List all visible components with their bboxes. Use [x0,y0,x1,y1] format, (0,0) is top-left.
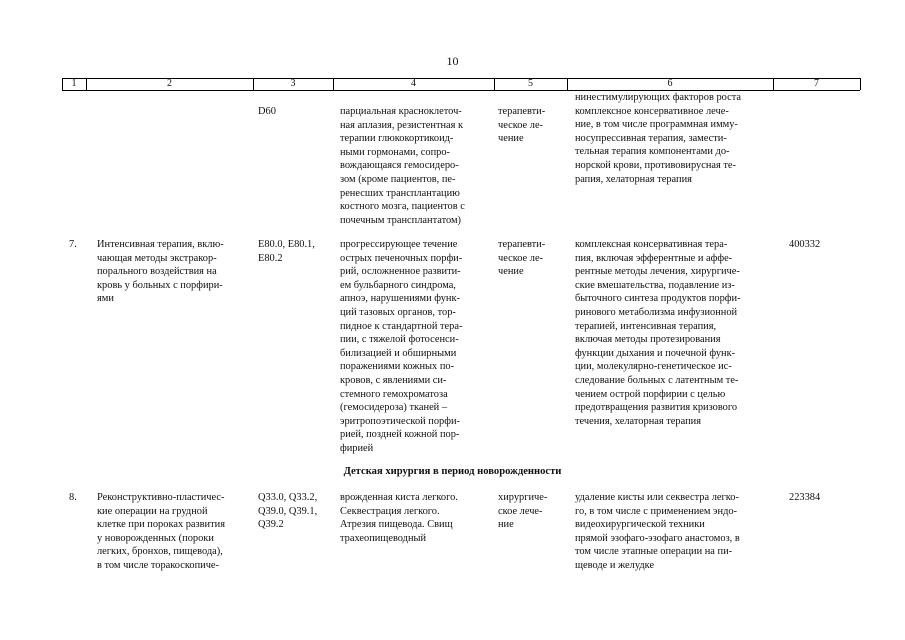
row-continued-codes: D60 [258,106,276,117]
row-8-name: Реконструктивно-пластичес- кие операции на грудной клетке при пороках развития у новорожденных (пороки легких, бронхов, пищевода), в том числе торакоскопиче- [97,492,226,571]
row-continued-diagnosis: парциальная красноклеточ- ная аплазия, резистентная к терапии глюкокортикоид- ными гормонами, сопро- вождающаяся гемосидеро- зом (кроме пациентов, пе- ренесших трансплантацию костного мозга, пациентов с почечным трансплантатом) [340,106,465,226]
section-title: Детская хирургия в период новорожденности [343,466,562,477]
row-8-diagnosis: врожденная киста легкого. Секвестрация легкого. Атрезия пищевода. Свищ трахеопищеводный [340,492,458,544]
row-8-method: удаление кисты или секвестра легко- го, в том числе с применением эндо- видеохирургической техники прямой эзофаго-эзофаго анастомоз, в том числе этапные операции на пи- щеводе и желудке [575,492,740,571]
row-8-cost: 223384 [789,492,821,503]
row-7-number: 7. [69,239,77,250]
row-8-treatment-type: хирургиче- ское лече- ние [498,492,548,531]
row-7-cost: 400332 [789,239,821,250]
row-7-codes: E80.0, E80.1, E80.2 [258,239,315,264]
row-8-codes: Q33.0, Q33.2, Q39.0, Q39.1, Q39.2 [258,492,318,531]
row-8-number: 8. [69,492,77,503]
column-header-6: 6 [667,78,673,89]
column-header-7: 7 [814,78,819,89]
row-7-method: комплексная консервативная тера- пия, включая эфферентные и аффе- рентные методы лечения, хирургиче- ские вмешательства, подавление из- быточного синтеза продуктов порфи- ринового метаболизма инфузионной терапией, интенсивная терапия, включая методы протезирования функции дыхания и почечной функ- ции, молекулярно-генетическое ис- следование больных с латентным те- чением острой порфирии с целью предотвращения развития кризового течения, хелаторная терапия [575,239,741,427]
row-7-diagnosis: прогрессирующее течение острых печеночных порфи- рий, осложненное развити- ем бульбарного синдрома, апноэ, нарушениями функ- ций тазовых органов, тор- пидное к стандартной тера- пии, с тяжелой фотосенси- билизацией и обширными поражениями кожных по- кровов, с явлениями си- стемного гемохроматоза (гемосидероза) тканей – эритропоэтической порфи- рией, поздней кожной пор- фирией [340,239,463,454]
row-continued-treatment-type: терапевти- ческое ле- чение [498,106,546,145]
column-header-1: 1 [71,78,77,89]
column-header-3: 3 [290,78,296,89]
column-header-4: 4 [411,78,416,89]
page-number: 10 [446,54,459,68]
row-7-name: Интенсивная терапия, вклю- чающая методы экстракор- порального воздействия на кровь у больных с порфири- ями [97,239,224,305]
column-header-2: 2 [167,78,172,89]
row-7-treatment-type: терапевти- ческое ле- чение [498,239,546,278]
table-header-divider [860,78,861,90]
row-continued-method: нинестимулирующих факторов роста комплексное консервативное лече- ние, в том числе программная имму- носупрессивная терапия, замести- тельная терапия компонентами до- норской крови, противовирусная те- рапия, хелаторная терапия [575,92,741,185]
column-header-5: 5 [528,78,533,89]
